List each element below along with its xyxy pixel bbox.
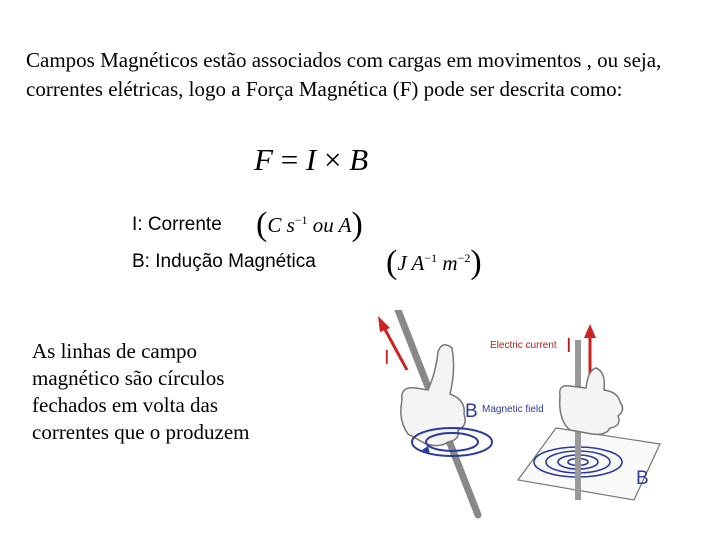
current-label: I: Corrente [132,214,222,235]
right-hand-rule-illustration [370,310,670,530]
induction-unit-meter: m [442,251,458,275]
left-current-label: I [384,347,390,369]
left-field-label: B [465,401,478,422]
current-unit-exponent: −1 [294,213,308,227]
induction-unit-meter-exponent: −2 [457,251,471,265]
formula-cross-product: × [324,142,342,177]
intro-paragraph: Campos Magnéticos estão associados com cargas em movimentos , ou seja, correntes elétricas, logo a Força Magnética (F) pode ser descrita como: [26,48,662,101]
current-unit-coulomb-second: C s [267,213,295,237]
right-current-arrowhead [584,324,596,338]
induction-unit-joule: J [397,251,407,275]
field-plane [518,428,660,500]
formula-current-symbol: I [305,142,317,177]
current-unit: (C $s^{-1}$ ou A) [256,206,363,243]
right-field-label: B [636,468,649,489]
current-unit-ampere: A [338,213,352,237]
formula-force-symbol: F [254,142,273,177]
induction-unit-ampere-exponent: −1 [424,251,438,265]
formula-equals: = [280,142,299,177]
formula-field-symbol: B [349,142,369,177]
induction-label: B: Indução Magnética [132,251,316,272]
right-current-caption: Electric current [490,340,557,351]
induction-unit-ampere: A [411,251,425,275]
right-hand [560,368,623,434]
left-current-arrowhead [378,316,390,332]
left-field-caption: Magnetic field [482,404,544,415]
field-lines-paragraph: As linhas de campo magnético são círculos fechados em volta das correntes que o produzem [32,339,250,444]
right-current-label: I [566,335,572,357]
force-formula [254,142,368,178]
current-unit-or: ou [312,213,334,237]
induction-unit: (J $A^{-1}$ $m^{-2}$) [386,244,482,281]
